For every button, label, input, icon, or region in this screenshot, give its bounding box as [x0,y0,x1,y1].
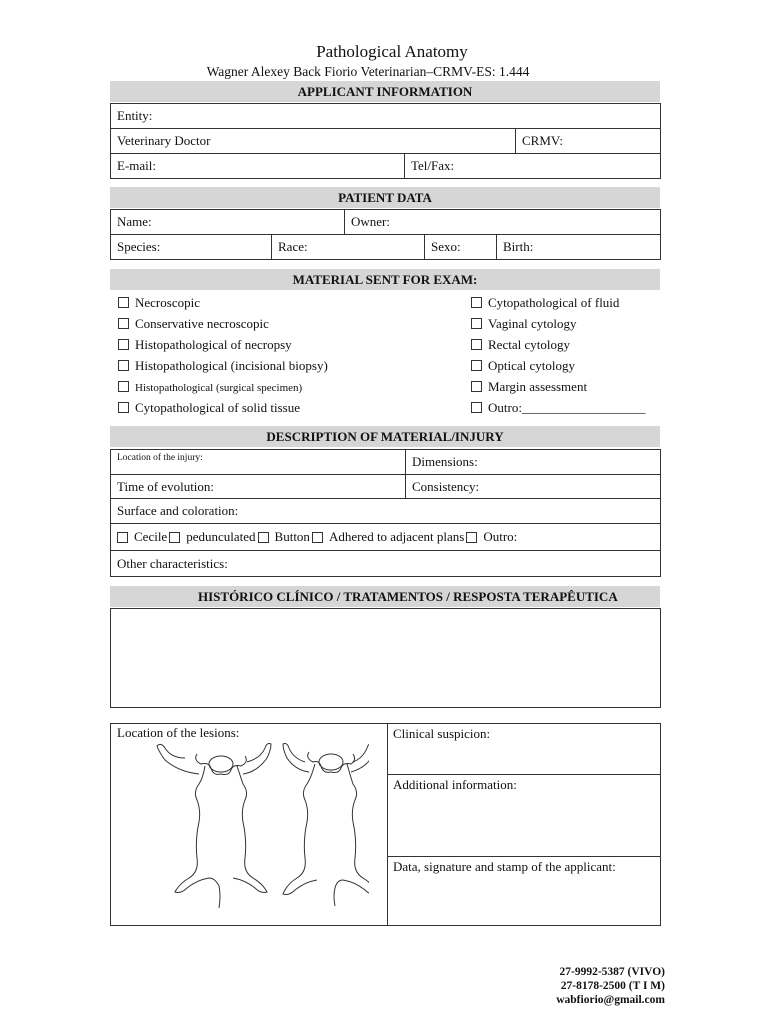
description-table [110,449,661,577]
animal-forelimb-left [157,744,271,775]
applicant-heading: APPLICANT INFORMATION [110,81,660,102]
race-field[interactable] [272,235,425,259]
material-checklist-left [118,292,328,418]
location-injury-label: Location of the injury: [117,453,203,463]
entity-label: Entity: [117,108,153,123]
vet-doctor-field[interactable] [111,129,516,153]
sexo-field[interactable] [425,235,497,259]
contact-email[interactable]: wabfiorio@gmail.com [556,994,665,1006]
lesion-location-label: Location of the lesions: [117,725,240,740]
birth-label: Birth: [503,239,534,254]
lesion-diagram-area[interactable] [111,724,388,925]
species-field[interactable] [111,235,272,259]
checkbox-icon[interactable] [118,402,129,413]
material-option[interactable]: Vaginal cytology [471,313,645,334]
checkbox-icon[interactable] [117,532,128,543]
clinical-suspicion-label: Clinical suspicion: [393,726,491,741]
patient-table [110,209,661,260]
checkbox-icon[interactable] [118,360,129,371]
injury-type-options [111,524,660,550]
entity-field[interactable] [111,104,660,128]
other-characteristics-label: Other characteristics: [117,555,228,571]
crmv-label: CRMV: [522,133,563,148]
checkbox-icon[interactable] [471,381,482,392]
option-label: pedunculated [186,529,256,544]
description-heading: DESCRIPTION OF MATERIAL/INJURY [110,426,660,447]
checkbox-icon[interactable] [118,339,129,350]
race-label: Race: [278,239,308,254]
material-option[interactable]: Histopathological of necropsy [118,334,328,355]
checkbox-icon[interactable] [312,532,323,543]
sexo-label: Sexo: [431,239,461,254]
page-title: Pathological Anatomy [316,42,468,61]
material-option[interactable]: Cytopathological of fluid [471,292,645,313]
dimensions-label: Dimensions: [412,454,478,469]
material-option[interactable]: Histopathological (incisional biopsy) [118,355,328,376]
animal-silhouette-diagram [139,742,369,922]
material-option[interactable]: Conservative necroscopic [118,313,328,334]
option-label: Cecile [134,529,168,544]
animal-outline-right [283,752,369,906]
time-evolution-label: Time of evolution: [117,478,215,494]
material-option[interactable]: Optical cytology [471,355,645,376]
other-characteristics-field[interactable] [111,551,660,576]
checkbox-icon[interactable] [258,532,269,543]
checkbox-icon[interactable] [466,532,477,543]
checkbox-icon[interactable] [471,318,482,329]
animal-head-right [319,754,343,770]
material-heading: MATERIAL SENT FOR EXAM: [110,269,660,290]
consistency-field[interactable] [406,475,660,498]
owner-label: Owner: [351,214,390,229]
page-subtitle: Wagner Alexey Back Fiorio Veterinarian–CRMV-ES: 1.444 [206,64,530,79]
dimensions-field[interactable] [406,450,660,474]
checkbox-icon[interactable] [118,381,129,392]
email-field[interactable] [111,154,405,178]
birth-field[interactable] [497,235,660,259]
material-option[interactable]: Rectal cytology [471,334,645,355]
name-label: Name: [117,214,152,229]
signature-label: Data, signature and stamp of the applicant: [393,859,616,874]
material-checklist-right [471,292,645,418]
material-option[interactable]: Cytopathological of solid tissue [118,397,328,418]
checkbox-icon[interactable] [118,297,129,308]
history-textarea[interactable] [110,608,661,708]
animal-forelimb-right [283,744,369,773]
crmv-field[interactable] [516,129,660,153]
checkbox-icon[interactable] [471,339,482,350]
phone-tim: 27-8178-2500 (T I M) [560,980,665,992]
species-label: Species: [117,239,161,254]
checkbox-icon[interactable] [471,360,482,371]
additional-information-label: Additional information: [393,777,517,792]
consistency-label: Consistency: [412,478,480,494]
history-heading: HISTÓRICO CLÍNICO / TRATAMENTOS / RESPOSTA TERAPÊUTICA [110,586,660,607]
checkbox-icon[interactable] [471,297,482,308]
vet-doctor-label: Veterinary Doctor [117,133,211,148]
material-option[interactable]: Outro:___________________ [471,397,645,418]
footer-contact [556,965,665,1007]
material-option[interactable]: Histopathological (surgical specimen) [118,376,328,397]
time-evolution-field[interactable] [111,475,406,498]
applicant-table [110,103,661,179]
checkbox-icon[interactable] [118,318,129,329]
surface-coloration-label: Surface and coloration: [117,503,239,518]
additional-information-field[interactable] [387,775,660,857]
animal-outline-left [175,754,267,908]
clinical-suspicion-field[interactable] [387,724,660,775]
option-label: Outro: [483,529,518,544]
email-label: E-mail: [117,158,156,173]
material-option[interactable]: Necroscopic [118,292,328,313]
tel-field[interactable] [405,154,660,178]
option-label: Adhered to adjacent plans [328,529,465,544]
lesions-table [110,723,661,926]
signature-field[interactable] [387,857,660,925]
option-label: Button [274,529,310,544]
animal-head-left [209,756,233,772]
tel-label: Tel/Fax: [411,158,455,173]
material-option[interactable]: Margin assessment [471,376,645,397]
checkbox-icon[interactable] [471,402,482,413]
location-injury-field[interactable] [111,450,406,474]
surface-coloration-field[interactable] [111,499,660,523]
patient-heading: PATIENT DATA [110,187,660,208]
name-field[interactable] [111,210,345,234]
checkbox-icon[interactable] [169,532,180,543]
owner-field[interactable] [345,210,660,234]
phone-vivo: 27-9992-5387 (VIVO) [559,966,665,978]
